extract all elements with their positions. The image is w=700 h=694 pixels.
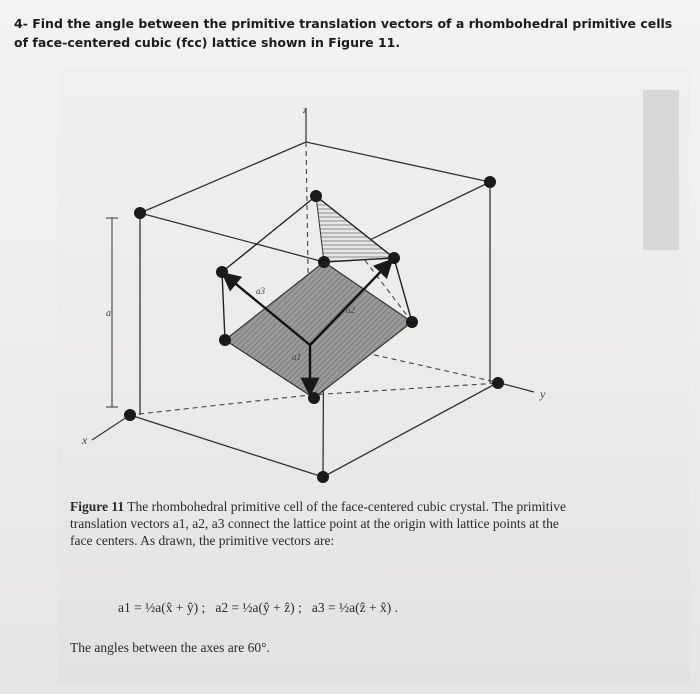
- x-axis-label: x: [82, 433, 88, 447]
- question-text: 4- Find the angle between the primitive translation vectors of a rhombohedral primitive cells of face-centered cubic (fcc) lattice shown in Figure 11.: [14, 16, 673, 50]
- lattice-point: [406, 316, 418, 328]
- lattice-point: [216, 266, 228, 278]
- primitive-vectors-formula: a1 = ½a(x̂ + ŷ) ; a2 = ½a(ŷ + ẑ) ; a3 = ½a(ẑ + x̂) .: [118, 600, 398, 615]
- lattice-point: [317, 471, 329, 483]
- lattice-point: [124, 409, 136, 421]
- lattice-point: [388, 252, 400, 264]
- angles-note: The angles between the axes are 60°.: [70, 640, 270, 655]
- lattice-point: [219, 334, 231, 346]
- shaded-face: [225, 262, 412, 398]
- y-axis-label: y: [540, 387, 546, 401]
- caption-text: The rhombohedral primitive cell of the face-centered cubic crystal. The primitive translation vectors a1, a2, a3 connect the lattice point at the origin with lattice points at the face centers. As drawn, the primitive vectors are:: [70, 499, 566, 548]
- figure-label: Figure 11: [70, 499, 125, 514]
- lattice-point: [318, 256, 330, 268]
- z-axis-label: z: [303, 105, 307, 116]
- a2-label: a2: [346, 305, 355, 315]
- lattice-point: [492, 377, 504, 389]
- lattice-point: [134, 207, 146, 219]
- lattice-point: [310, 190, 322, 202]
- figure-caption: [70, 498, 570, 549]
- lattice-point: [484, 176, 496, 188]
- a3-label: a3: [256, 286, 265, 296]
- edge-length-label: a: [106, 308, 111, 319]
- lattice-point: [308, 392, 320, 404]
- a1-label: a1: [292, 352, 301, 362]
